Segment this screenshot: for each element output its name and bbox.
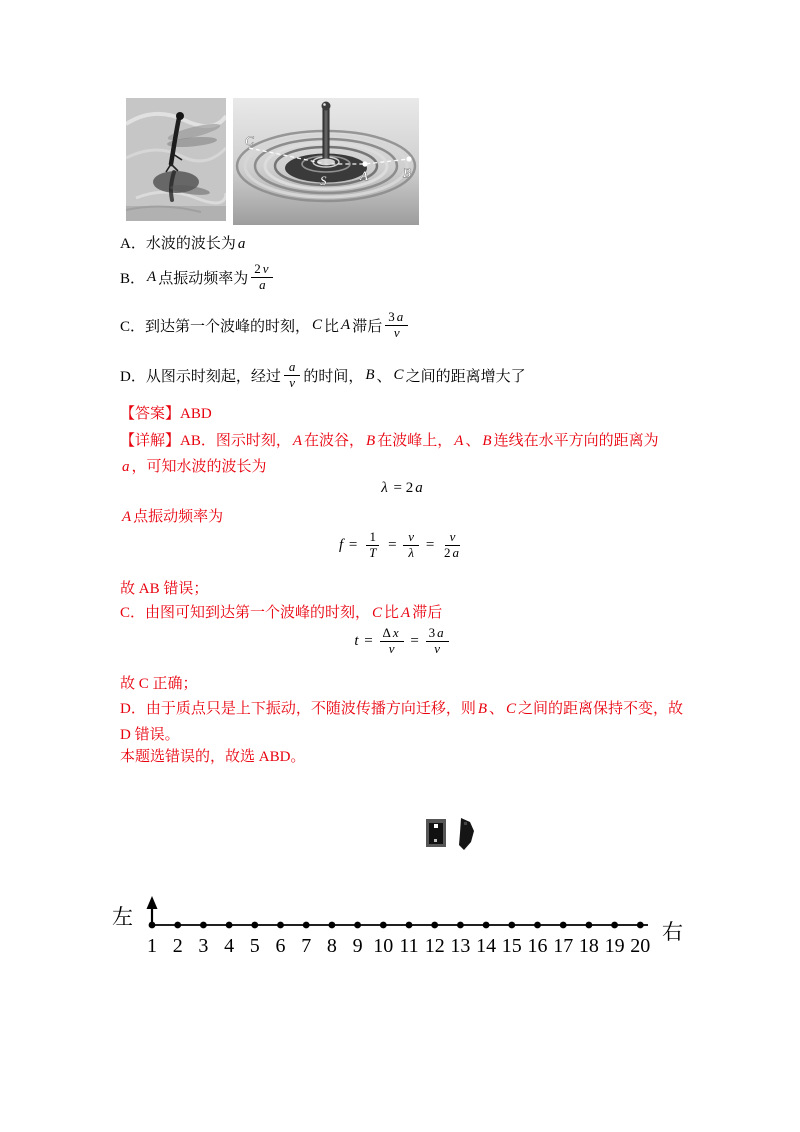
analysis-line-3: 故 AB 错误； <box>120 581 209 597</box>
formula-time: t = $\frac{\text{Δ x}}{v}$ = $\frac{3 a}{v}$ <box>120 626 684 657</box>
tick-label: 1 <box>147 935 157 957</box>
formula-frequency: f = $\frac{1}{T}$ = $\frac{v}{\lambda}$ = $\frac{v}{2 a}$ <box>120 530 684 561</box>
tick-dot <box>534 922 541 929</box>
tick-dot <box>586 922 593 929</box>
tick-label: 17 <box>553 935 574 957</box>
fraction: $\frac{v}{\lambda}$ <box>403 530 419 561</box>
tick-dot <box>457 922 464 929</box>
tick-label: 3 <box>198 935 209 957</box>
tick-label: 16 <box>527 935 548 957</box>
option-b: B． A 点振动频率为 $\frac{2 v}{a}$ <box>120 255 684 299</box>
tick-dot <box>483 922 490 929</box>
tick-dot <box>406 922 413 929</box>
analysis-line-4: C．由图可知到达第一个波峰的时刻， C 比 A 滞后 <box>120 605 443 621</box>
tick-dot <box>380 922 387 929</box>
number-line-left-label: 左 <box>112 905 133 929</box>
fraction: $\frac{\text{Δ x}}{v}$ <box>380 626 404 657</box>
tick-dot <box>329 922 336 929</box>
fraction: $\frac{v}{2 a}$ <box>444 529 460 560</box>
analysis-line-6: D．由于质点只是上下振动，不随波传播方向迁移，则 B 、 C 之间的距离保持不变，故 D 错误。 <box>120 701 684 743</box>
number-line-figure <box>110 893 700 959</box>
dragonfly-photo <box>126 98 226 221</box>
tick-dot <box>431 922 438 929</box>
small-image-artifact <box>424 815 476 853</box>
fraction: $\frac{1}{T}$ <box>364 530 381 561</box>
tick-label: 19 <box>604 935 625 957</box>
tick-dot <box>560 922 567 929</box>
tick-label: 9 <box>352 935 363 957</box>
tick-label: 11 <box>399 935 419 957</box>
figure-label-b: B <box>403 165 411 180</box>
option-d: D．从图示时刻起，经过 $\frac{a}{v}$ 的时间， B 、 C 之间的距离增大了 <box>120 358 526 390</box>
figure-label-s: S <box>320 173 327 188</box>
answer-line: 【答案】ABD <box>120 406 212 422</box>
tick-label: 6 <box>275 935 286 957</box>
option-c: C．到达第一个波峰的时刻， C 比 A 滞后 $\frac{3 a}{v}$ <box>120 303 684 347</box>
ripple-photo <box>233 98 419 225</box>
tick-dot <box>637 922 644 929</box>
analysis-line-2: A 点振动频率为 <box>122 509 224 525</box>
tick-dot <box>277 922 284 929</box>
tick-label: 8 <box>326 935 337 957</box>
tick-label: 18 <box>578 935 599 957</box>
tick-label: 7 <box>301 935 312 957</box>
tick-label: 4 <box>224 935 235 957</box>
figure-row <box>126 98 419 225</box>
tick-dot <box>251 922 258 929</box>
analysis-line-5: 故 C 正确； <box>120 676 198 692</box>
formula-wavelength: λ = 2 a <box>381 480 423 496</box>
tick-dot <box>226 922 233 929</box>
tick-dot <box>174 922 181 929</box>
tick-dot <box>149 922 156 929</box>
option-a: A．水波的波长为 a <box>120 236 246 252</box>
up-arrow-icon <box>147 896 158 909</box>
tick-label: 10 <box>373 935 394 957</box>
tick-label: 5 <box>249 935 260 957</box>
number-line-right-label: 右 <box>662 920 683 944</box>
tick-dot <box>611 922 618 929</box>
figure-label-c: C <box>245 133 254 148</box>
figure-label-a: A <box>360 168 368 183</box>
tick-dot <box>354 922 361 929</box>
tick-dot <box>303 922 310 929</box>
fraction: $\frac{2 v}{a}$ <box>251 262 273 293</box>
tick-dot <box>200 922 207 929</box>
fraction: $\frac{a}{v}$ <box>284 360 301 391</box>
tick-label: 13 <box>450 935 471 957</box>
fraction: $\frac{3 a}{v}$ <box>426 626 449 657</box>
analysis-line-1: 【详解】AB．图示时刻， A 在波谷， B 在波峰上， A 、 B 连线在水平方向的距离为a ，可知水波的波长为 <box>120 433 659 475</box>
tick-label: 14 <box>476 935 497 957</box>
tick-dot <box>508 922 515 929</box>
tick-label: 2 <box>172 935 183 957</box>
analysis-line-7: 本题选错误的，故选 ABD。 <box>120 749 306 765</box>
tick-label: 20 <box>630 935 651 957</box>
fraction: $\frac{3 a}{v}$ <box>385 310 408 341</box>
tick-label: 12 <box>424 935 445 957</box>
tick-label: 15 <box>501 935 522 957</box>
